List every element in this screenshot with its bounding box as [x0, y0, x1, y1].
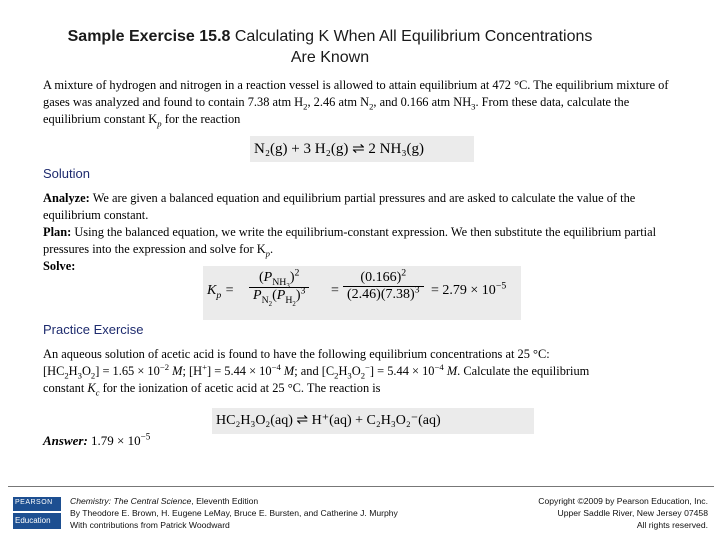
equilibrium-arrow-icon: ⇌ — [352, 141, 365, 157]
kp-result: = $2.79 \times 10^{-5}$ — [431, 280, 507, 298]
analyze-label: Analyze: — [43, 191, 90, 205]
footer-book-info: Chemistry: The Central Science, Eleventh Edition By Theodore E. Brown, H. Eugene LeMay, Bruce E. Bursten, and Catherine J. Murphy With contributions from Patrick Woodward — [70, 496, 398, 530]
analyze-text: We are given a balanced equation and equilibrium partial pressures and are asked to calculate the value of the equilibrium constant. — [43, 191, 636, 222]
pearson-logo: PEARSON Education — [13, 497, 61, 529]
plan-label: Plan: — [43, 225, 72, 239]
book-title: Chemistry: The Central Science — [70, 496, 192, 506]
kp-symbol: $K_p$ = — [207, 283, 235, 301]
solution-heading: Solution — [43, 166, 90, 181]
solve-label: Solve: — [43, 259, 76, 273]
practice-heading: Practice Exercise — [43, 322, 144, 337]
authors: By Theodore E. Brown, H. Eugene LeMay, Bruce E. Bursten, and Catherine J. Murphy — [70, 508, 398, 518]
reaction-equation-2: HC₂H₃O₂(aq) ⇌ H⁺(aq) + C₂H₃O₂⁻(aq) — [212, 408, 534, 434]
slide-title — [0, 26, 660, 68]
kp-expression: $\frac{(P_{NH_3})^2}{P_{N_2}(P_{H_2})^3}$ — [249, 270, 309, 305]
title-line1: Calculating K When All Equilibrium Concentrations — [234, 28, 593, 45]
kp-calculation: $K_p$ = $\frac{(P_{NH_3})^2}{P_{N_2}(P_{H_2})^3}$ = $\frac{(0.166)^2}{(2.46)(7.38)^3}$ = $2.79 \times 10^{-5}$ — [203, 266, 521, 320]
contributors: With contributions from Patrick Woodward — [70, 520, 230, 530]
answer-label: Answer: — [43, 433, 88, 448]
title-line2: Are Known — [290, 49, 370, 66]
kp-values: $\frac{(0.166)^2}{(2.46)(7.38)^3}$ — [343, 270, 424, 303]
reaction-equation-1: N₂(g) + 3 H₂(g) ⇌ 2 NH₃(g) — [250, 136, 474, 162]
equilibrium-arrow-icon: ⇌ — [296, 413, 309, 428]
practice-text: An aqueous solution of acetic acid is found to have the following equilibrium concentrations at 25 °C: $[HC_2H_3O_2] = 1.65 \times 10^{-2}$ M; $[H^+] = 5.44 \times 10^{-4}$ M; and $[C_2H_3O_2^-] = 5.44 \times 10^{-4}$ M. Calculate the equilibrium constant $K_c$ for the ionization of acetic acid at 25 °C. The reaction is — [43, 347, 590, 398]
footer-copyright: Copyright ©2009 by Pearson Education, Inc. Upper Saddle River, New Jersey 07458 All rights reserved. — [538, 496, 708, 530]
problem-statement: A mixture of hydrogen and nitrogen in a reaction vessel is allowed to attain equilibrium at 472 °C. The equilibrium mixture of gases was analyzed and found to contain 7.38 atm $H_2$, 2.46 atm $N_2$, and 0.166 atm $NH_3$. From these data, calculate the equilibrium constant $K_p$ for the reaction — [43, 78, 669, 129]
answer: Answer: $1.79 \times 10^{-5}$ — [43, 431, 151, 448]
answer-value: 1.79 × 10 — [91, 433, 141, 448]
exercise-label: Sample Exercise 15.8 — [67, 28, 231, 45]
solution-text: Analyze: We are given a balanced equation and equilibrium partial pressures and are asked to calculate the value of the equilibrium constant. Plan: Using the balanced equation, we write the equilibrium-constant expression. We then substitute the equilibrium partial pressures into the expression and solve for $K_p$. Solve: — [43, 191, 657, 273]
plan-text: Using the balanced equation, we write the equilibrium-constant expression. We then substitute the equilibrium partial pressures into the expression and solve for K — [43, 225, 657, 256]
footer-divider — [8, 486, 714, 487]
